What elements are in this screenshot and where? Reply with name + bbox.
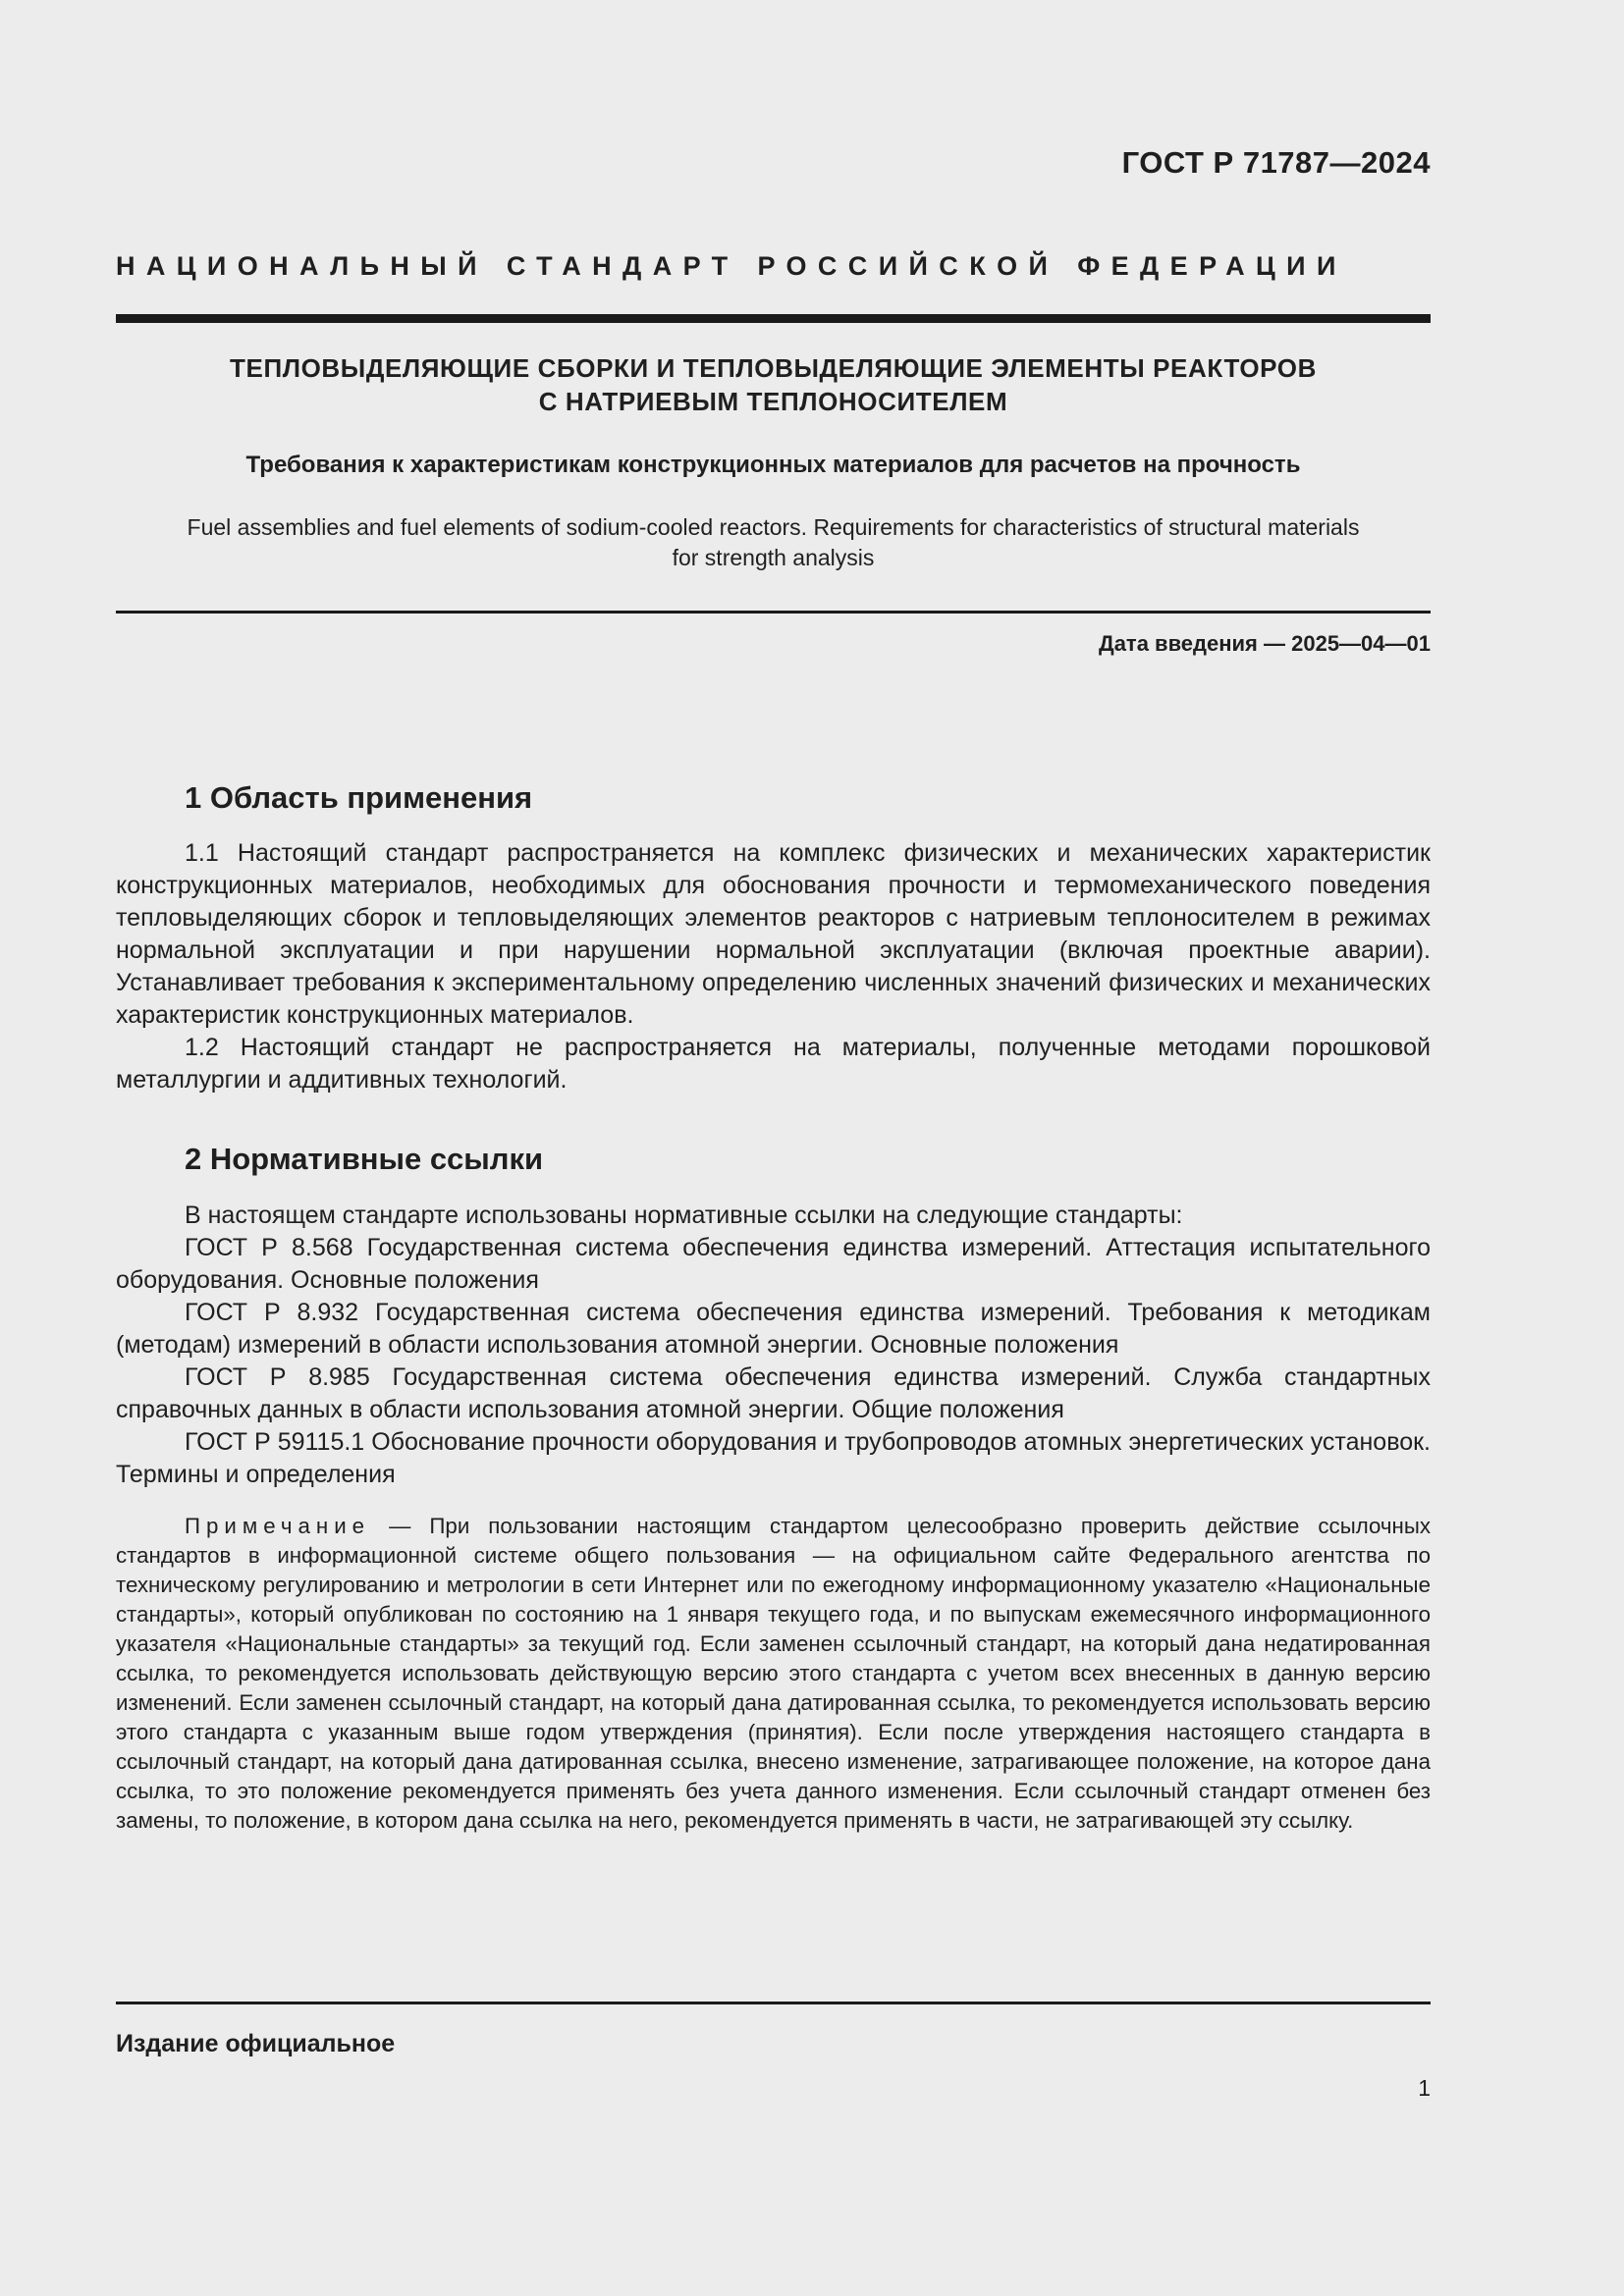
official-edition-label: Издание официальное [116, 2030, 396, 2057]
reference-item: ГОСТ Р 8.985 Государственная система обеспечения единства измерений. Служба стандартных справочных данных в области использования атомной энергии. Общие положения [116, 1363, 1431, 1423]
document-subtitle: Требования к характеристикам конструкционных материалов для расчетов на прочность [245, 452, 1301, 478]
reference-item: ГОСТ Р 59115.1 Обоснование прочности оборудования и трубопроводов атомных энергетических установок. Термины и определения [116, 1428, 1431, 1488]
page-number: 1 [1418, 2075, 1431, 2101]
title-divider [116, 611, 1431, 614]
national-standard-heading: НАЦИОНАЛЬНЫЙ СТАНДАРТ РОССИЙСКОЙ ФЕДЕРАЦИИ [116, 251, 1347, 281]
introduction-date: Дата введения — 2025—04—01 [1099, 631, 1431, 656]
section-1-body [116, 837, 1431, 1096]
clause-1-1: 1.1 Настоящий стандарт распространяется на комплекс физических и механических характеристик конструкционных материалов, необходимых для обоснования прочности и термомеханического поведения тепловыделяющих сборок и тепловыделяющих элементов реакторов с натриевым теплоносителем в режимах нормальной эксплуатации и при нарушении нормальной эксплуатации (включая проектные аварии). Устанавливает требования к экспериментальному определению численных значений физических и механических характеристик конструкционных материалов. [116, 839, 1431, 1029]
title-line-2: С НАТРИЕВЫМ ТЕПЛОНОСИТЕЛЕМ [538, 387, 1008, 416]
section-2-body [116, 1200, 1431, 1491]
note-label: Примечание [185, 1514, 371, 1538]
section-2-heading: 2 Нормативные ссылки [185, 1142, 544, 1176]
section-1-heading: 1 Область применения [185, 780, 533, 815]
document-title [116, 351, 1431, 418]
document-id: ГОСТ Р 71787—2024 [1121, 145, 1431, 180]
thick-divider [116, 314, 1431, 323]
references-intro: В настоящем стандарте использованы нормативные ссылки на следующие стандарты: [185, 1201, 1183, 1229]
title-line-1: ТЕПЛОВЫДЕЛЯЮЩИЕ СБОРКИ И ТЕПЛОВЫДЕЛЯЮЩИЕ ЭЛЕМЕНТЫ РЕАКТОРОВ [230, 353, 1317, 383]
note-text: — При пользовании настоящим стандартом целесообразно проверить действие ссылочных стандартов в информационной системе общего пользования — на официальном сайте Федерального агентства по техническому регулированию и метрологии в сети Интернет или по ежегодному информационному указателю «Национальные стандарты», который опубликован по состоянию на 1 января текущего года, и по выпускам ежемесячного информационного указателя «Национальные стандарты» за текущий год. Если заменен ссылочный стандарт, на который дана недатированная ссылка, то рекомендуется использовать действующую версию этого стандарта с учетом всех внесенных в данную версию изменений. Если заменен ссылочный стандарт, на который дана датированная ссылка, то рекомендуется использовать версию этого стандарта с указанным выше годом утверждения (принятия). Если после утверждения настоящего стандарта в ссылочный стандарт, на который дана датированная ссылка, внесено изменение, затрагивающее положение, на которое дана ссылка, то это положение рекомендуется применять без учета данного изменения. Если ссылочный стандарт отменен без замены, то положение, в котором дана ссылка на него, рекомендуется применять в части, не затрагивающей эту ссылку. [116, 1514, 1431, 1833]
reference-item: ГОСТ Р 8.568 Государственная система обеспечения единства измерений. Аттестация испытательного оборудования. Основные положения [116, 1234, 1431, 1294]
document-page [116, 0, 1431, 2296]
english-title [116, 512, 1431, 573]
english-title-line-2: for strength analysis [672, 545, 875, 570]
english-title-line-1: Fuel assemblies and fuel elements of sodium-cooled reactors. Requirements for characteristics of structural materials [187, 514, 1360, 540]
footer-divider [116, 2002, 1431, 2004]
references-note [116, 1512, 1431, 1836]
clause-1-2: 1.2 Настоящий стандарт не распространяется на материалы, полученные методами порошковой металлургии и аддитивных технологий. [116, 1034, 1431, 1094]
reference-item: ГОСТ Р 8.932 Государственная система обеспечения единства измерений. Требования к методикам (методам) измерений в области использования атомной энергии. Основные положения [116, 1299, 1431, 1359]
